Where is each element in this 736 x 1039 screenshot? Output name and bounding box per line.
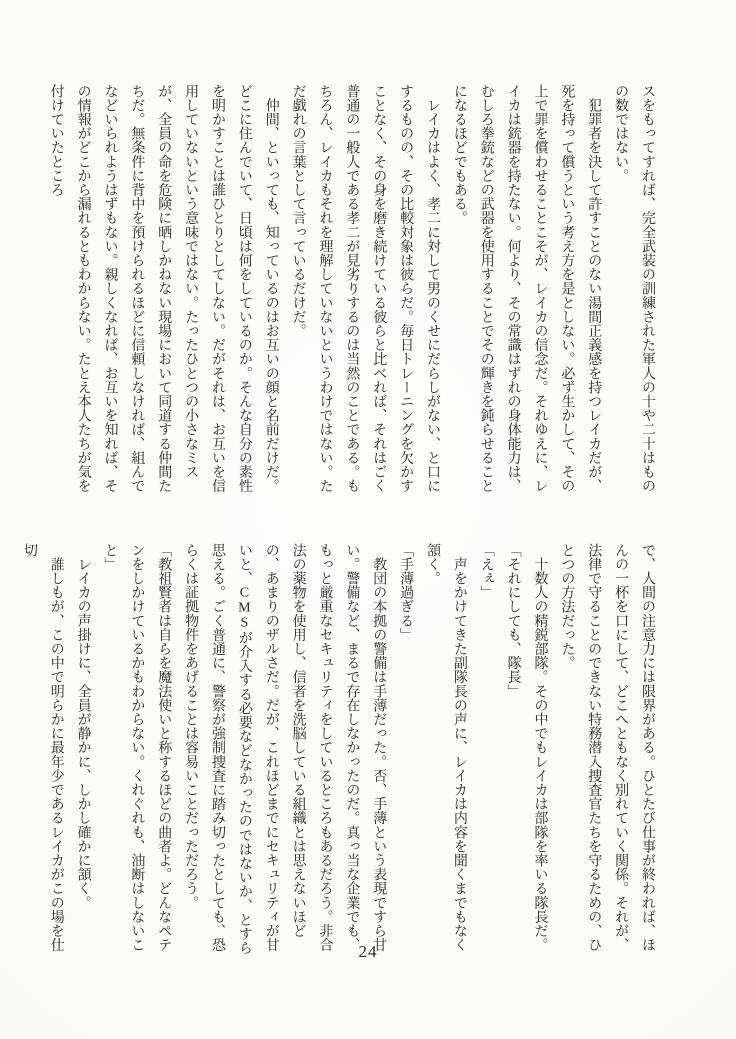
page-number: 24 [358, 942, 378, 961]
paragraph: 十数人の精鋭部隊。その中でもレイカは部隊を率いる隊長だ。 [532, 543, 548, 952]
paragraph: レイカの声掛けに、全員が静かに、しかし確かに頷く。 [75, 543, 91, 910]
paragraph: レイカはよく、孝二に対して男のくせにだらしがない、と口にするものの、その比較対象は彼らだ。毎日トレーニングを欠かすことなく、その身を磨き続けている彼らと比べれば、それはごく普通の一般人である孝二が見劣りするのは当然のことである。もちろん、レイカもそれを理解していないというわけではない。ただ戯れの言葉として言っているだけだ。 [290, 84, 440, 493]
text-block-top [24, 84, 660, 506]
paragraph: 仲間、といっても、知っているのはお互いの顔と名前だけだ。どこに住んでいて、日頃は何をしているのか。そんな自分の素性を明かすことは誰ひとりとしてしない。だがそれは、お互いを信用していないという意味ではない。たったひとつの小さなミスが、全員の命を危険に晒しかねない現場において同道する仲間たちだ。無条件に背中を預けられるほどに信頼しなければ、組んでなどいられようはずもない。親しくなれば、お互いを知れば、その情報がどこから漏れるともわからない。たとえ本人たちが気を付けていたところ [48, 84, 279, 493]
text-block-bottom [21, 543, 660, 963]
paragraph: 声をかけてきた副隊長の声に、レイカは内容を聞くまでもなく頷く。 [425, 543, 467, 952]
paragraph-dialogue: 「それにしても、隊長」 [505, 543, 521, 699]
paragraph: 誰しもが、この中で明らかに最年少であるレイカがこの場を仕切 [21, 543, 64, 952]
paragraph: 犯罪者を決して許すことのない湯間正義感を持つレイカだが、死を持って償うという考え方を是としない。必ず生かして、その上で罪を償わせることこそが、レイカの信念だ。それゆえに、レイカは銃器を持たない。何より、その常識はずれの身体能力は、むしろ拳銃などの武器を使用することでその輝きを鈍らせることになるほどでもある。 [451, 84, 602, 493]
paragraph: で、人間の注意力には限界がある。ひとたび仕事が終われば、ほんの一杯を口にして、どこへともなく別れていく関係。それが、法律で守ることのできない特務潜入捜査官たちを守るための、ひとつの方法だった。 [559, 543, 655, 952]
paragraph-dialogue: 「教祖賢者は自らを魔法使いと称するほどの曲者よ。どんなペテンをしかけているかもわからない。くれぐれも、油断はしないこと」 [102, 543, 172, 952]
paragraph-dialogue: 「手薄過ぎる」 [398, 543, 414, 642]
paragraph-dialogue: 「えぇ」 [478, 543, 494, 600]
paragraph: スをもってすれば、完全武装の訓練された軍人の十や二十はものの数ではない。 [613, 84, 655, 493]
paragraph: 教団の本拠の警備は手薄だった。否、手薄という表現ですら甘い。警備など、まるで存在しなかったのだ。真っ当な企業でも、もっと厳重なセキュリティをしているところもあるだろう。非合法の薬物を使用し、信者を洗脳している組織とは思えないほどの、あまりのザルさだ。だが、これほどまでにセキュリティが甘いと、CMSが介入する必要などなかったのではないか、とすら思える。ごく普通に、警察が強制捜査に踏み切ったとしても、恐らくは証拠物件をあげることは容易いことだっただろう。 [183, 543, 387, 955]
